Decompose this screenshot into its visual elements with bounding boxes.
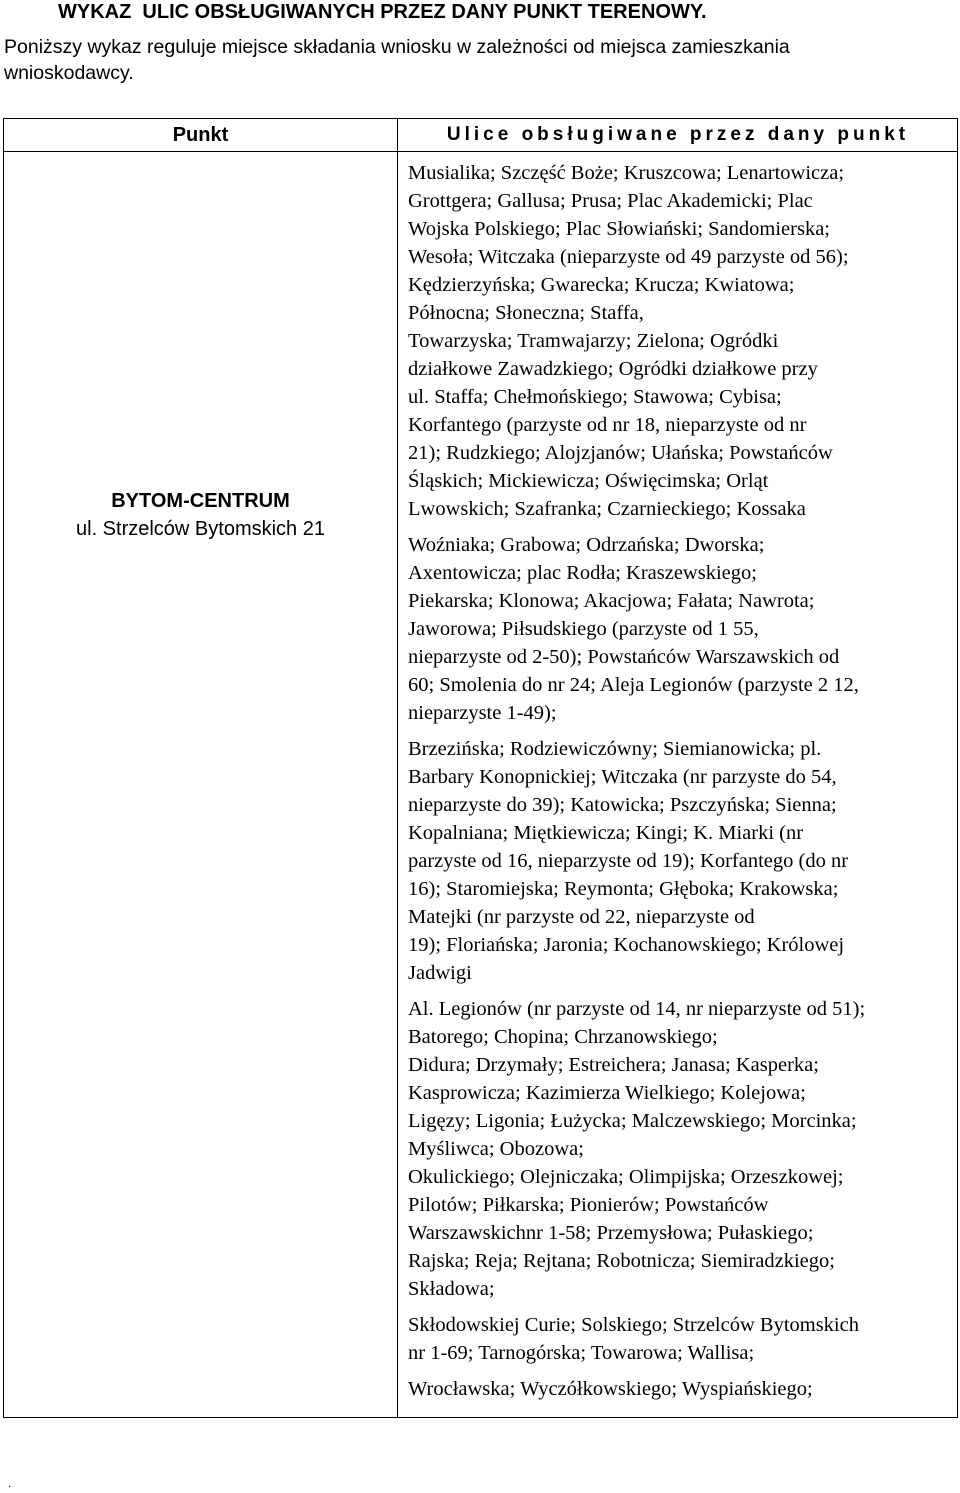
street-line: 21); Rudzkiego; Alojzjanów; Ułańska; Powstańców (408, 442, 833, 464)
street-line: Matejki (nr parzyste od 22, nieparzyste od (408, 906, 755, 928)
street-line: Korfantego (parzyste od nr 18, nieparzyste od nr (408, 414, 807, 436)
street-line: Pilotów; Piłkarska; Pionierów; Powstańców (408, 1194, 769, 1216)
street-line: Brzezińska; Rodziewiczówny; Siemianowicka; pl. (408, 738, 822, 760)
street-line: nieparzyste do 39); Katowicka; Pszczyńska; Sienna; (408, 794, 837, 816)
street-line: 60; Smolenia do nr 24; Aleja Legionów (parzyste 2 12, (408, 674, 859, 696)
street-line: nieparzyste 1-49); (408, 702, 557, 724)
street-line: Ligęzy; Ligonia; Łużycka; Malczewskiego; Morcinka; (408, 1110, 857, 1132)
street-line: Towarzyska; Tramwajarzy; Zielona; Ogródki (408, 330, 779, 352)
street-line: Jadwigi (408, 962, 472, 984)
street-line: 19); Floriańska; Jaronia; Kochanowskiego; Królowej (408, 934, 845, 956)
street-group (408, 1375, 956, 1403)
street-line: Piekarska; Klonowa; Akacjowa; Fałata; Nawrota; (408, 590, 815, 612)
point-name: BYTOM-CENTRUM (111, 490, 290, 512)
street-line: Północna; Słoneczna; Staffa, (408, 302, 644, 324)
street-line: Śląskich; Mickiewicza; Oświęcimska; Orląt (408, 470, 769, 492)
intro-line: Poniższy wykaz reguluje miejsce składania wniosku w zależności od miejsca zamieszkania (4, 36, 790, 58)
point-cell (4, 487, 397, 543)
streets-cell (408, 159, 956, 1403)
street-group (408, 1311, 956, 1367)
street-line: Okulickiego; Olejniczaka; Olimpijska; Orzeszkowej; (408, 1166, 844, 1188)
street-group (408, 995, 956, 1303)
street-line: Batorego; Chopina; Chrzanowskiego; (408, 1026, 718, 1048)
street-line: Wesoła; Witczaka (nieparzyste od 49 parzyste od 56); (408, 246, 849, 268)
street-line: działkowe Zawadzkiego; Ogródki działkowe przy (408, 358, 818, 380)
intro-line: wnioskodawcy. (4, 62, 134, 84)
street-line: nieparzyste od 2-50); Powstańców Warszawskich od (408, 646, 840, 668)
street-line: Axentowicza; plac Rodła; Kraszewskiego; (408, 562, 757, 584)
streets-table (3, 118, 958, 1418)
street-line: nr 1-69; Tarnogórska; Towarowa; Wallisa; (408, 1342, 755, 1364)
street-line: Lwowskich; Szafranka; Czarnieckiego; Kossaka (408, 498, 806, 520)
column-header-ulice: Ulice obsługiwane przez dany punkt (446, 124, 910, 145)
header-divider (4, 151, 957, 152)
street-line: Wojska Polskiego; Plac Słowiański; Sandomierska; (408, 218, 830, 240)
street-line: Kędzierzyńska; Gwarecka; Krucza; Kwiatowa; (408, 274, 795, 296)
footer-mark: . (8, 1476, 12, 1490)
street-line: 16); Staromiejska; Reymonta; Głęboka; Krakowska; (408, 878, 839, 900)
street-line: Musialika; Szczęść Boże; Kruszcowa; Lenartowicza; (408, 162, 845, 184)
street-line: Warszawskichnr 1-58; Przemysłowa; Pułaskiego; (408, 1222, 814, 1244)
street-line: Barbary Konopnickiej; Witczaka (nr parzyste do 54, (408, 766, 837, 788)
street-line: Didura; Drzymały; Estreichera; Janasa; Kasperka; (408, 1054, 819, 1076)
street-line: parzyste od 16, nieparzyste od 19); Korfantego (do nr (408, 850, 849, 872)
street-line: Jaworowa; Piłsudskiego (parzyste od 1 55, (408, 618, 759, 640)
column-header-punkt: Punkt (172, 124, 229, 146)
street-line: Kasprowicza; Kazimierza Wielkiego; Kolejowa; (408, 1082, 806, 1104)
street-line: ul. Staffa; Chełmońskiego; Stawowa; Cybisa; (408, 386, 782, 408)
intro-paragraph (4, 34, 944, 86)
street-group (408, 159, 956, 523)
street-group (408, 735, 956, 987)
street-group (408, 531, 956, 727)
street-line: Grottgera; Gallusa; Prusa; Plac Akademicki; Plac (408, 190, 813, 212)
street-line: Myśliwca; Obozowa; (408, 1138, 584, 1160)
street-line: Al. Legionów (nr parzyste od 14, nr nieparzyste od 51); (408, 998, 866, 1020)
street-line: Woźniaka; Grabowa; Odrzańska; Dworska; (408, 534, 765, 556)
document-heading: WYKAZ ULIC OBSŁUGIWANYCH PRZEZ DANY PUNKT TERENOWY. (58, 1, 707, 23)
street-line: Wrocławska; Wyczółkowskiego; Wyspiańskiego; (408, 1378, 813, 1400)
street-line: Skłodowskiej Curie; Solskiego; Strzelców Bytomskich (408, 1314, 859, 1336)
column-divider (397, 119, 398, 1417)
street-line: Rajska; Reja; Rejtana; Robotnicza; Siemiradzkiego; (408, 1250, 835, 1272)
point-address: ul. Strzelców Bytomskich 21 (76, 518, 325, 540)
street-line: Składowa; (408, 1278, 495, 1300)
street-line: Kopalniana; Miętkiewicza; Kingi; K. Miarki (nr (408, 822, 804, 844)
